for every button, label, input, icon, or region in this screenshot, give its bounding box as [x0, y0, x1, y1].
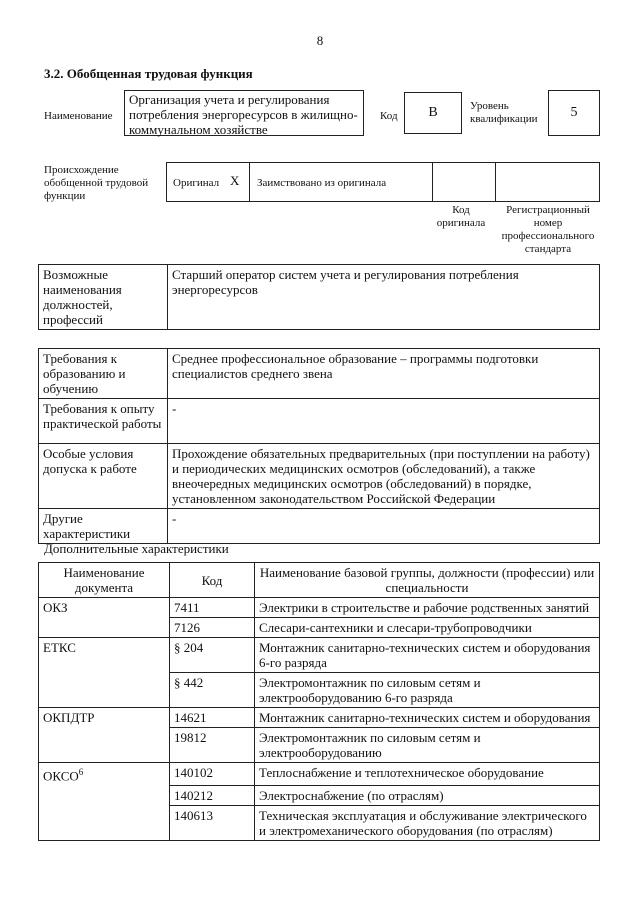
positions-table	[38, 264, 600, 330]
requirement-row	[39, 399, 600, 444]
requirements-table	[38, 348, 600, 544]
code-value: B	[404, 92, 462, 134]
positions-value: Старший оператор систем учета и регулирования потребления энергоресурсов	[168, 265, 600, 330]
original-mark: X	[230, 173, 240, 188]
table-row	[39, 708, 600, 728]
table-row	[39, 598, 600, 618]
requirement-row	[39, 349, 600, 399]
name-cell: Электроснабжение (по отраслям)	[255, 785, 600, 805]
table-row	[39, 618, 600, 638]
doc-text: ОКСО	[43, 768, 79, 784]
requirement-value: -	[168, 399, 600, 444]
name-label: Наименование	[44, 110, 113, 122]
name-cell: Электрики в строительстве и рабочие родственных занятий	[255, 598, 600, 618]
name-cell: Монтажник санитарно-технических систем и оборудования	[255, 708, 600, 728]
name-cell: Электромонтажник по силовым сетям и электрооборудованию 6-го разряда	[255, 673, 600, 708]
code-cell: 19812	[170, 728, 255, 763]
doc-cell: ОКПДТР	[39, 708, 170, 728]
requirement-row	[39, 509, 600, 544]
additional-title: Дополнительные характеристики	[44, 541, 229, 556]
doc-cell	[39, 805, 170, 840]
table-row	[39, 805, 600, 840]
doc-cell: ОКЗ	[39, 598, 170, 618]
name-cell: Теплоснабжение и теплотехническое оборудование	[255, 763, 600, 786]
name-cell: Слесари-сантехники и слесари-трубопроводчики	[255, 618, 600, 638]
code-cell: 140212	[170, 785, 255, 805]
requirement-value: -	[168, 509, 600, 544]
code-cell: § 204	[170, 638, 255, 673]
requirement-row	[39, 444, 600, 509]
header-doc: Наименование документа	[39, 563, 170, 598]
doc-cell	[39, 673, 170, 708]
origin-table	[166, 162, 600, 202]
doc-cell	[39, 728, 170, 763]
code-cell: 140613	[170, 805, 255, 840]
doc-cell: ЕТКС	[39, 638, 170, 673]
doc-cell	[39, 618, 170, 638]
table-row	[39, 638, 600, 673]
doc-cell	[39, 763, 170, 786]
header-name: Наименование базовой группы, должности (профессии) или специальности	[255, 563, 600, 598]
table-row	[39, 728, 600, 763]
page-number: 8	[316, 33, 324, 48]
requirement-label: Требования к опыту практической работы	[39, 399, 168, 444]
divider	[432, 163, 433, 201]
requirement-label: Особые условия допуска к работе	[39, 444, 168, 509]
divider	[249, 163, 250, 201]
name-cell: Техническая эксплуатация и обслуживание электрического и электромеханического оборудования (по отраслям)	[255, 805, 600, 840]
code-cell: 7411	[170, 598, 255, 618]
additional-table	[38, 562, 600, 841]
name-cell: Электромонтажник по силовым сетям и электрооборудованию	[255, 728, 600, 763]
table-row	[39, 763, 600, 786]
divider	[495, 163, 496, 201]
doc-cell	[39, 785, 170, 805]
code-cell: 140102	[170, 763, 255, 786]
original-label: Оригинал	[173, 177, 220, 189]
section-title: 3.2. Обобщенная трудовая функция	[44, 66, 253, 81]
borrowed-label: Заимствовано из оригинала	[257, 177, 387, 189]
requirement-label: Требования к образованию и обучению	[39, 349, 168, 399]
positions-label: Возможные наименования должностей, профессий	[39, 265, 168, 330]
code-original-caption: Код оригинала	[436, 204, 486, 229]
name-value: Организация учета и регулирования потребления энергоресурсов в жилищно-коммунальном хозяйстве	[124, 90, 364, 136]
table-row	[39, 785, 600, 805]
code-cell: 7126	[170, 618, 255, 638]
level-label: Уровень квалификации	[470, 100, 538, 125]
reg-number-caption: Регистрационный номер профессионального стандарта	[501, 204, 595, 255]
code-cell: § 442	[170, 673, 255, 708]
table-row	[39, 673, 600, 708]
table-header-row	[39, 563, 600, 598]
level-value: 5	[548, 90, 600, 136]
doc-footnote: 6	[78, 767, 84, 777]
name-cell: Монтажник санитарно-технических систем и оборудования 6-го разряда	[255, 638, 600, 673]
code-label: Код	[380, 110, 398, 122]
origin-label: Происхождение обобщенной трудовой функции	[44, 164, 149, 202]
header-code: Код	[170, 563, 255, 598]
requirement-value: Прохождение обязательных предварительных (при поступлении на работу) и периодических медицинских осмотров (обследований), а также внеочередных медицинских осмотров (обследований) в порядке, установленном законодательством Российской Федерации	[168, 444, 600, 509]
requirement-value: Среднее профессиональное образование – программы подготовки специалистов среднего звена	[168, 349, 600, 399]
code-cell: 14621	[170, 708, 255, 728]
requirement-label: Другие характеристики	[39, 509, 168, 544]
